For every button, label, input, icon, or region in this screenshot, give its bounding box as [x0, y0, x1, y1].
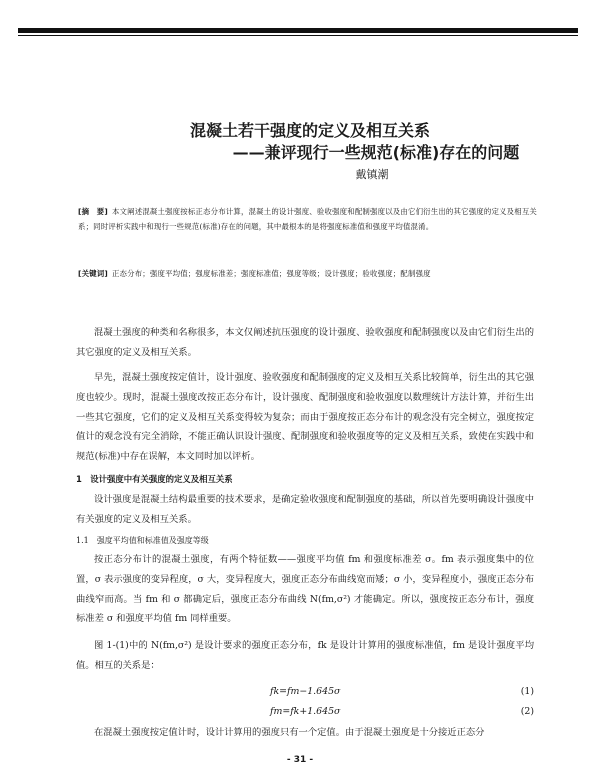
abstract — [78, 204, 538, 234]
paragraph-normal-distribution: 按正态分布计的混凝土强度，有两个特征数——强度平均值 fm 和强度标准差 σ。fm 表示强度集中的位置，σ 表示强度的变异程度，σ 大，变异程度大，强度正态分布曲线宽而矮；σ 小，变异程度小，强度正态分布曲线窄而高。当 fm 和 σ 都确定后，强度正态分布曲线 N(fm,σ²) 才能确定。所以，强度按正态分布计，强度标准差 σ 和强度平均值 fm 同样重要。 — [76, 554, 534, 625]
paragraph-design-strength: 设计强度是混凝土结构最重要的技术要求，是确定验收强度和配制强度的基础，所以首先要明确设计强度中有关强度的定义及相互关系。 — [76, 494, 534, 525]
paragraph-figure-ref: 图 1-(1)中的 N(fm,σ²) 是设计要求的强度正态分布，fk 是设计计算用的强度标准值，fm 是设计强度平均值。相互的关系是： — [76, 640, 534, 671]
equation-2-number: (2) — [520, 706, 534, 717]
abstract-text: 本文阐述混凝土强度按标正态分布计算，混凝土的设计强度、验收强度和配制强度以及由它们衍生出的其它强度的定义及相互关系；同时评析实践中和现行一些规范(标准)存在的问题，其中最根本的是将强度标准值和强度平均值混淆。 — [78, 207, 538, 231]
section-heading-1: 1 设计强度中有关强度的定义及相互关系 — [76, 474, 233, 484]
header-rule-thin — [18, 35, 578, 36]
article-subtitle: ——兼评现行一些规范(标准)存在的问题 — [232, 143, 520, 162]
abstract-label: [摘 要] — [78, 207, 108, 216]
article-title: 混凝土若干强度的定义及相互关系 — [189, 121, 430, 140]
keywords — [78, 266, 538, 281]
paragraph-continued: 在混凝土强度按定值计时，设计计算用的强度只有一个定值。由于混凝土强度是十分接近正态分 — [94, 727, 485, 738]
equation-1-formula: fk=fm−1.645σ — [270, 686, 341, 697]
paragraph-background: 早先，混凝土强度按定值计，设计强度、验收强度和配制强度的定义及相互关系比较简单，衍生出的其它强度也较少。现时，混凝土强度改按正态分布计，设计强度、配制强度和验收强度以数理统计方法计算，并衍生出一些其它强度，它们的定义及相互关系变得较为复杂；而由于强度按正态分布计的观念没有完全树立，强度按定值计的观念没有完全消除，不能正确认识设计强度、配制强度和验收强度等的定义及相互关系，致使在实践中和规范(标准)中存在误解，本文同时加以评析。 — [76, 372, 534, 463]
equation-1-number: (1) — [520, 686, 534, 697]
keywords-text: 正态分布；强度平均值；强度标准差；强度标准值；强度等级；设计强度；验收强度；配制强度 — [111, 269, 431, 278]
page-number: - 31 - — [286, 755, 314, 765]
subsection-heading-1-1: 1.1 强度平均值和标准值及强度等级 — [76, 536, 209, 545]
header-rule-thick — [18, 28, 578, 33]
equation-2-formula: fm=fk+1.645σ — [270, 706, 341, 717]
paragraph-intro: 混凝土强度的种类和名称很多，本文仅阐述抗压强度的设计强度、验收强度和配制强度以及由它们衍生出的其它强度的定义及相互关系。 — [76, 327, 534, 358]
keywords-label: [关键词] — [78, 269, 108, 278]
author-name: 戴镇潮 — [355, 168, 389, 181]
